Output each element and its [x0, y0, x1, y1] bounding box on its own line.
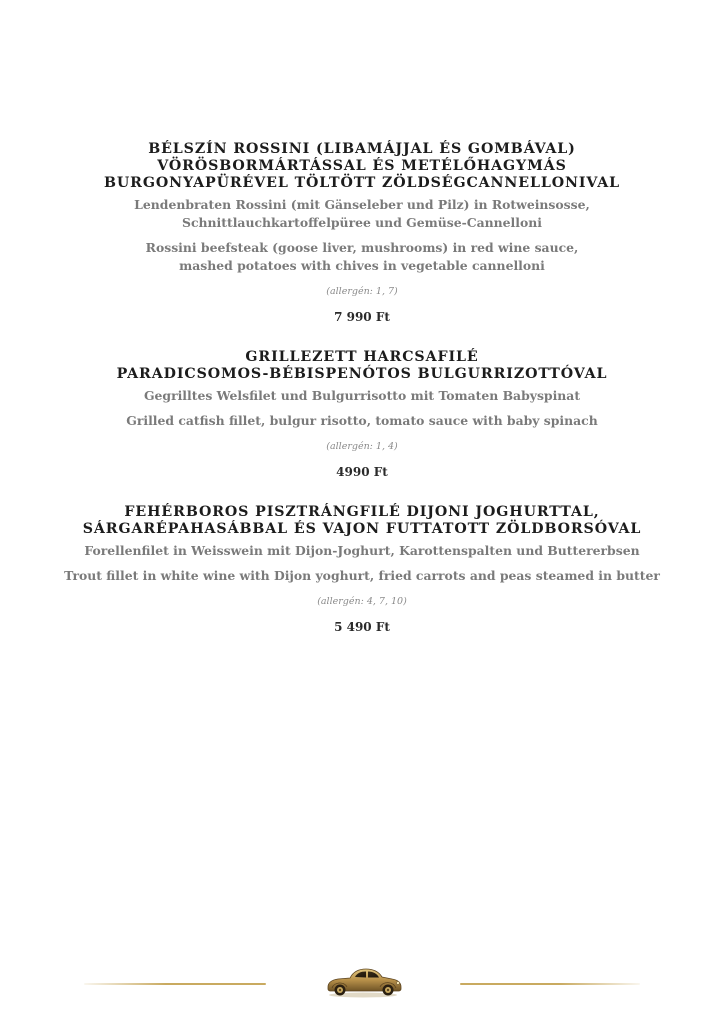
description-line: Trout fillet in white wine with Dijon yoghurt, fried carrots and peas steamed in butter — [64, 568, 660, 583]
allergen-note: (allergén: 1, 7) — [326, 286, 398, 297]
dish-descriptions — [0, 542, 724, 585]
description-line: Grilled catfish fillet, bulgur risotto, tomato sauce with baby spinach — [126, 413, 598, 428]
description-line: Schnittlauchkartoffelpüree und Gemüse-Cannelloni — [182, 215, 542, 230]
dish-title — [0, 504, 724, 538]
dish-title-line: VÖRÖSBORMÁRTÁSSAL ÉS METÉLŐHAGYMÁS — [157, 158, 567, 174]
allergen-note: (allergén: 4, 7, 10) — [317, 596, 407, 607]
dish-title-line: BÉLSZÍN ROSSINI (LIBAMÁJJAL ÉS GOMBÁVAL) — [148, 141, 576, 157]
footer-divider-right — [460, 983, 640, 985]
dish-title-line: SÁRGARÉPAHASÁBBAL ÉS VAJON FUTTATOTT ZÖLDBORSÓVAL — [82, 521, 642, 537]
dish-price: 4990 Ft — [336, 465, 388, 479]
footer-divider-left — [84, 983, 266, 985]
dish-title-line: GRILLEZETT HARCSAFILÉ — [245, 349, 479, 365]
description-english — [0, 567, 724, 585]
footer-ornament — [0, 962, 724, 1002]
dish-title-line: PARADICSOMOS-BÉBISPENÓTOS BULGURRIZOTTÓVAL — [116, 366, 608, 382]
menu-item — [0, 349, 724, 479]
description-german — [0, 387, 724, 405]
description-line: mashed potatoes with chives in vegetable cannelloni — [179, 258, 545, 273]
menu-item — [0, 141, 724, 324]
description-line: Lendenbraten Rossini (mit Gänseleber und Pilz) in Rotweinsosse, — [134, 197, 590, 212]
menu-item — [0, 504, 724, 634]
dish-descriptions — [0, 196, 724, 275]
dish-title-line: FEHÉRBOROS PISZTRÁNGFILÉ DIJONI JOGHURTTAL, — [124, 504, 600, 520]
dish-title — [0, 141, 724, 192]
description-line: Gegrilltes Welsfilet und Bulgurrisotto mit Tomaten Babyspinat — [143, 388, 581, 403]
menu-page — [0, 141, 724, 634]
description-german — [0, 542, 724, 560]
dish-title — [0, 349, 724, 383]
description-line: Rossini beefsteak (goose liver, mushrooms) in red wine sauce, — [145, 240, 579, 255]
dish-title-line: BURGONYAPÜRÉVEL TÖLTÖTT ZÖLDSÉGCANNELLONIVAL — [103, 175, 621, 191]
dish-descriptions — [0, 387, 724, 430]
dish-price: 7 990 Ft — [334, 310, 390, 324]
description-english — [0, 412, 724, 430]
description-english — [0, 239, 724, 275]
dish-price: 5 490 Ft — [334, 620, 390, 634]
allergen-note: (allergén: 1, 4) — [326, 441, 398, 452]
description-line: Forellenfilet in Weisswein mit Dijon-Joghurt, Karottenspalten und Buttererbsen — [84, 543, 640, 558]
description-german — [0, 196, 724, 232]
vintage-car-icon — [322, 963, 404, 999]
